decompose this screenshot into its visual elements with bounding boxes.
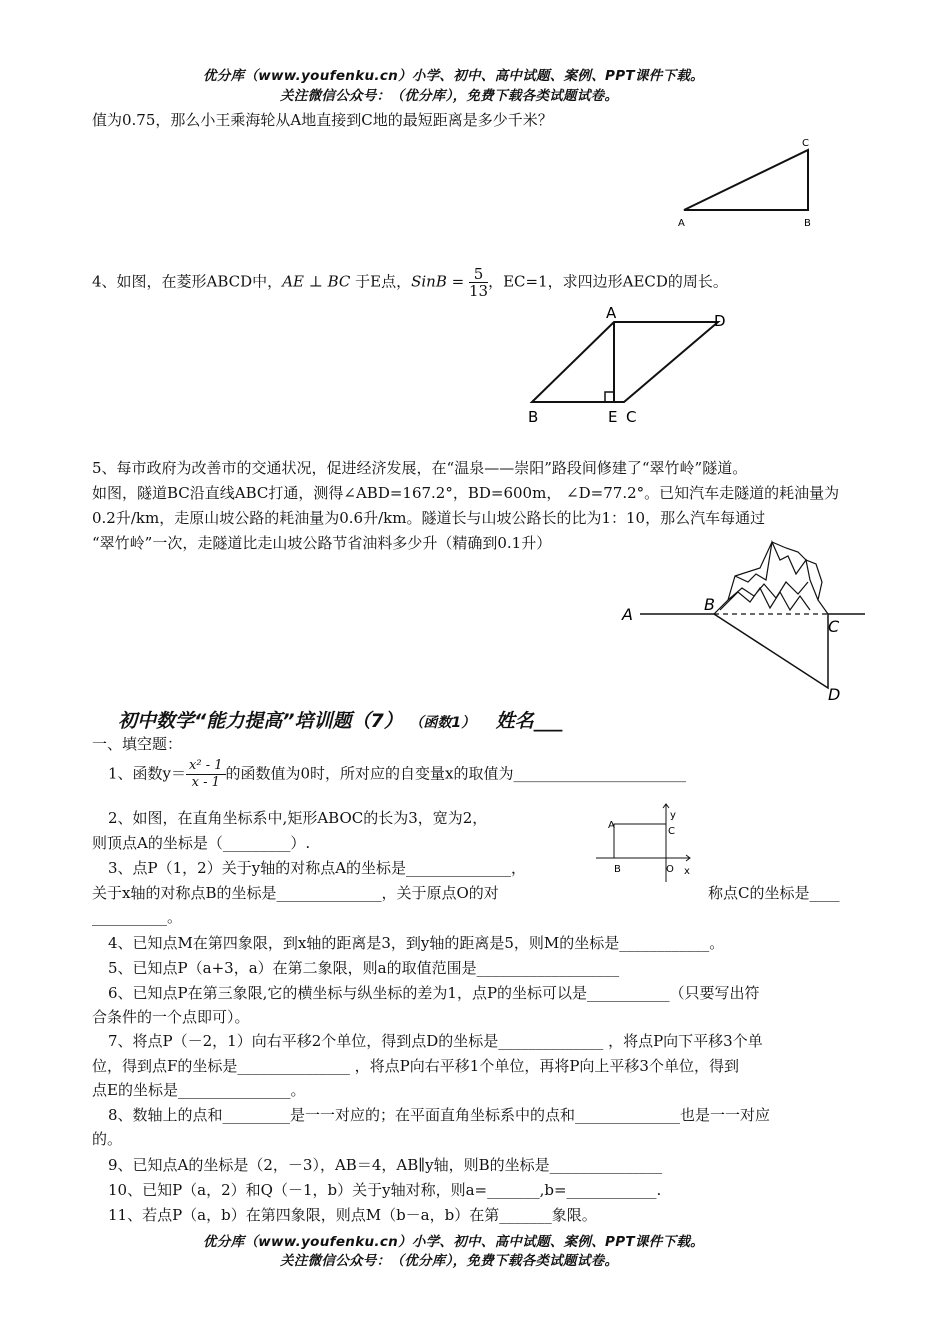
question-4 (92, 266, 728, 299)
label-x: x (684, 866, 690, 877)
coordinate-figure (590, 798, 700, 884)
fill-q1-denominator: x - 1 (191, 775, 220, 790)
fill-q6-line-1: 6、已知点P在第三象限,它的横坐标与纵坐标的差为1，点P的坐标可以是___________（只要写出符 (108, 984, 760, 1002)
label-y: y (670, 810, 676, 821)
fill-q4: 4、已知点M在第四象限，到x轴的距离是3，到y轴的距离是5，则M的坐标是____________。 (108, 934, 725, 952)
fill-q8-line-2: 的。 (92, 1130, 123, 1148)
q5-line-4: “翠竹岭”一次，走隧道比走山坡公路节省油料多少升（精确到0.1升） (92, 534, 552, 552)
question-3-tail: 值为0.75，那么小王乘海轮从A地直接到C地的最短距离是多少千米？ (92, 111, 553, 129)
label-b: B (704, 595, 715, 614)
label-c: C (828, 617, 840, 636)
q4-fraction (469, 266, 488, 299)
triangle-abc (684, 150, 808, 210)
fill-q7-line-1: 7、将点P（－2，1）向右平移2个单位，得到点D的坐标是______________ ，将点P向下平移3个单 (108, 1032, 763, 1050)
label-b: B (804, 218, 811, 229)
fill-q10: 10、已知P（a，2）和Q（－1，b）关于y轴对称，则a=_______,b=____________. (108, 1181, 662, 1199)
q4-suffix: ，EC=1，求四边形AECD的周长。 (488, 272, 728, 291)
q5-line-2: 如图，隧道BC沿直线ABC打通，测得∠ABD=167.2°，BD=600m， ∠D=77.2°。已知汽车走隧道的耗油量为 (92, 484, 840, 502)
fill-q8-line-1: 8、数轴上的点和_________是一一对应的；在平面直角坐标系中的点和______________也是一一对应 (108, 1106, 771, 1124)
q4-sin: SinB = (411, 272, 465, 291)
label-a: A (678, 218, 685, 229)
fill-q2-line-1: 2、如图，在直角坐标系中,矩形ABOC的长为3，宽为2， (108, 809, 488, 827)
fill-q9: 9、已知点A的坐标是（2，－3），AB＝4，AB∥y轴，则B的坐标是_______________ (108, 1156, 663, 1174)
label-a: A (622, 605, 633, 624)
section-title: 初中数学“能力提高”培训题（7） (118, 710, 403, 732)
mountain-outline (714, 542, 828, 614)
label-d: D (714, 312, 726, 330)
q4-prefix: 4、如图，在菱形ABCD中， (92, 272, 283, 291)
label-o: O (666, 864, 674, 875)
fill-q11: 11、若点P（a，b）在第四象限，则点M（b－a，b）在第_______象限。 (108, 1206, 597, 1224)
fill-q1 (108, 758, 686, 791)
fill-q1-numerator: x² - 1 (186, 758, 225, 775)
rectangle-aboc (614, 824, 666, 858)
footer-line-1: 优分库（www.youfenku.cn）小学、初中、高中试题、案例、PPT课件下载。 (203, 1234, 704, 1250)
label-c: C (802, 138, 809, 149)
rhombus-figure (520, 300, 740, 430)
fill-q1-fraction (186, 758, 225, 791)
label-b: B (614, 864, 621, 875)
header-line-1: 优分库（www.youfenku.cn）小学、初中、高中试题、案例、PPT课件下载。 (203, 68, 704, 84)
fill-q7-line-2: 位，得到点F的坐标是_______________ ，将点P向右平移1个单位，再将P向上平移3个单位，得到 (92, 1057, 739, 1075)
label-a: A (606, 304, 617, 322)
tunnel-figure (610, 530, 880, 710)
rhombus-abcd (532, 322, 718, 402)
fill-q3-line-1: 3、点P（1，2）关于y轴的对称点A的坐标是______________， (108, 859, 527, 877)
fill-q3-line-3: __________。 (92, 908, 183, 926)
right-angle-mark (605, 392, 614, 402)
label-d: D (828, 685, 841, 704)
q4-perp: AE ⊥ BC (282, 272, 351, 291)
part-heading: 一、填空题： (92, 735, 183, 753)
triangle-figure (670, 130, 830, 230)
q4-numerator: 5 (469, 266, 488, 283)
fill-q3-line-2b: 称点C的坐标是____ (708, 884, 840, 902)
fill-q1-pre: 1、函数y＝ (108, 764, 187, 783)
segments-bd-dc (714, 614, 828, 688)
label-c: C (668, 826, 675, 837)
label-e: E (608, 408, 618, 426)
header-line-2: 关注微信公众号：（优分库），免费下载各类试题试卷。 (280, 88, 619, 104)
fill-q6-line-2: 合条件的一个点即可）。 (92, 1008, 250, 1026)
section-title-row (118, 706, 562, 733)
label-a: A (608, 820, 615, 831)
section-subtitle: （函数1） (409, 715, 476, 731)
label-c: C (626, 408, 637, 426)
fill-q7-line-3: 点E的坐标是_______________。 (92, 1081, 306, 1099)
name-label: 姓名___ (495, 710, 563, 732)
fill-q1-post: 的函数值为0时，所对应的自变量x的取值为_______________________ (225, 764, 687, 783)
q5-line-1: 5、每市政府为改善市的交通状况，促进经济发展，在“温泉——崇阳”路段间修建了“翠竹岭”隧道。 (92, 459, 748, 477)
fill-q5: 5、已知点P（a+3，a）在第二象限，则a的取值范围是___________________ (108, 959, 620, 977)
q4-denominator: 13 (468, 282, 489, 300)
label-b: B (528, 408, 539, 426)
q5-line-3: 0.2升/km，走原山坡公路的耗油量为0.6升/km。隧道长与山坡公路长的比为1：10，那么汽车每通过 (92, 509, 766, 527)
footer-line-2: 关注微信公众号：（优分库），免费下载各类试题试卷。 (280, 1253, 619, 1269)
fill-q3-line-2: 关于x轴的对称点B的坐标是______________，关于原点O的对 (92, 884, 499, 902)
q4-mid: 于E点， (350, 272, 412, 291)
fill-q2-line-2: 则顶点A的坐标是（_________）. (92, 834, 311, 852)
